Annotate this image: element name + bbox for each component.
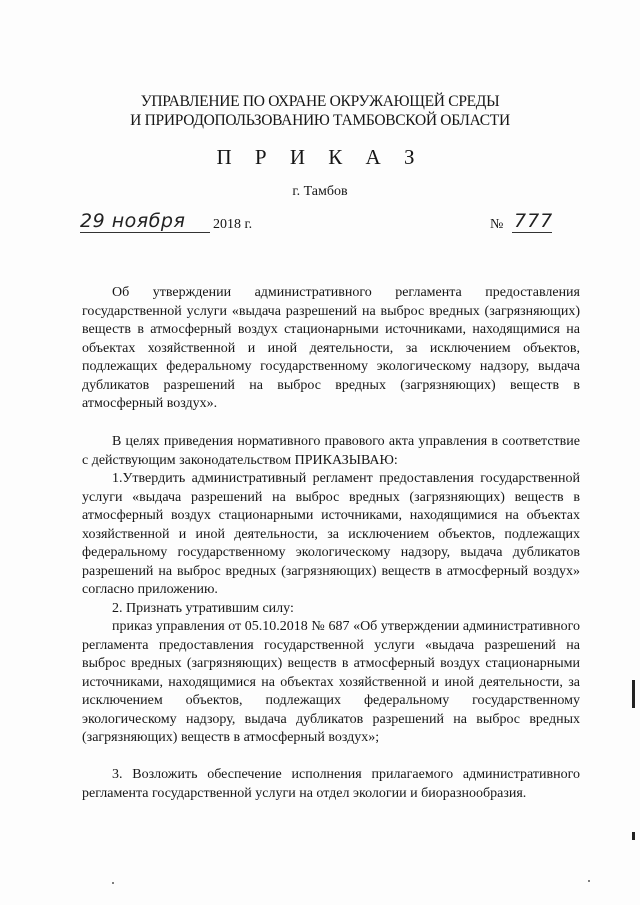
handwritten-number: 777 (514, 210, 554, 232)
item-1-paragraph (82, 470, 580, 600)
scan-edge-mark (632, 832, 635, 840)
date-year: 2018 г. (213, 217, 253, 232)
subject-paragraph (82, 284, 580, 414)
agency-line-2: И ПРИРОДОПОЛЬЗОВАНИЮ ТАМБОВСКОЙ ОБЛАСТИ (130, 112, 510, 129)
scan-edge-mark (632, 680, 635, 708)
item-2a-text: приказ управления от 05.10.2018 № 687 «Об утверждении административного регламента предоставления государственной услуги «выдача разрешений на выброс вредных (загрязняющих) веществ в атмосферный воздух стационарными источниками, находящимися на объектах хозяйственной и иной деятельности, за исключением объектов, подлежащих федеральному государственному экологическому надзору, выдача дубликатов разрешений на выброс вредных (загрязняющих) веществ в атмосферный воздух»; (82, 619, 580, 745)
handwritten-date: 29 ноября (80, 210, 186, 232)
intro-text: В целях приведения нормативного правового акта управления в соответствие с действующим законодательством ПРИКАЗЫВАЮ: (82, 434, 580, 468)
agency-line-1: УПРАВЛЕНИЕ ПО ОХРАНЕ ОКРУЖАЮЩЕЙ СРЕДЫ (140, 93, 500, 110)
item-3-paragraph (82, 766, 580, 803)
item-2-paragraph (82, 600, 580, 619)
intro-paragraph (82, 433, 580, 470)
agency-header (60, 92, 580, 130)
number-underline (512, 232, 552, 233)
item-1-text: 1.Утвердить административный регламент предоставления государственной услуги «выдача разрешений на выброс вредных (загрязняющих) веществ в атмосферный воздух стационарными источниками, находящимися на объектах хозяйственной и иной деятельности, за исключением объектов, подлежащих федеральному государственному экологическому надзору, выдача дубликатов разрешений на выброс вредных (загрязняющих) веществ в атмосферный воздух» согласно приложению. (82, 471, 580, 597)
item-2-text: 2. Признать утратившим силу: (112, 601, 294, 616)
date-underline (80, 232, 210, 233)
document-type-title: П Р И К А З (216, 145, 424, 169)
item-3-text: 3. Возложить обеспечение исполнения прилагаемого административного регламента государственной услуги на отдел экологии и биоразнообразия. (82, 767, 580, 801)
scan-speck (112, 882, 114, 884)
scan-speck (588, 880, 590, 882)
number-label: № (490, 217, 504, 232)
item-2a-paragraph (82, 618, 580, 748)
subject-text: Об утверждении административного регламента предоставления государственной услуги «выдача разрешений на выброс вредных (загрязняющих) веществ в атмосферный воздух стационарными источниками, находящимися на объектах хозяйственной и иной деятельности, за исключением объектов, подлежащих федеральному государственному экологическому надзору, выдача дубликатов разрешений на выброс вредных (загрязняющих) веществ в атмосферный воздух». (82, 285, 580, 411)
date-number-line (80, 212, 560, 242)
city-label: г. Тамбов (292, 184, 348, 199)
